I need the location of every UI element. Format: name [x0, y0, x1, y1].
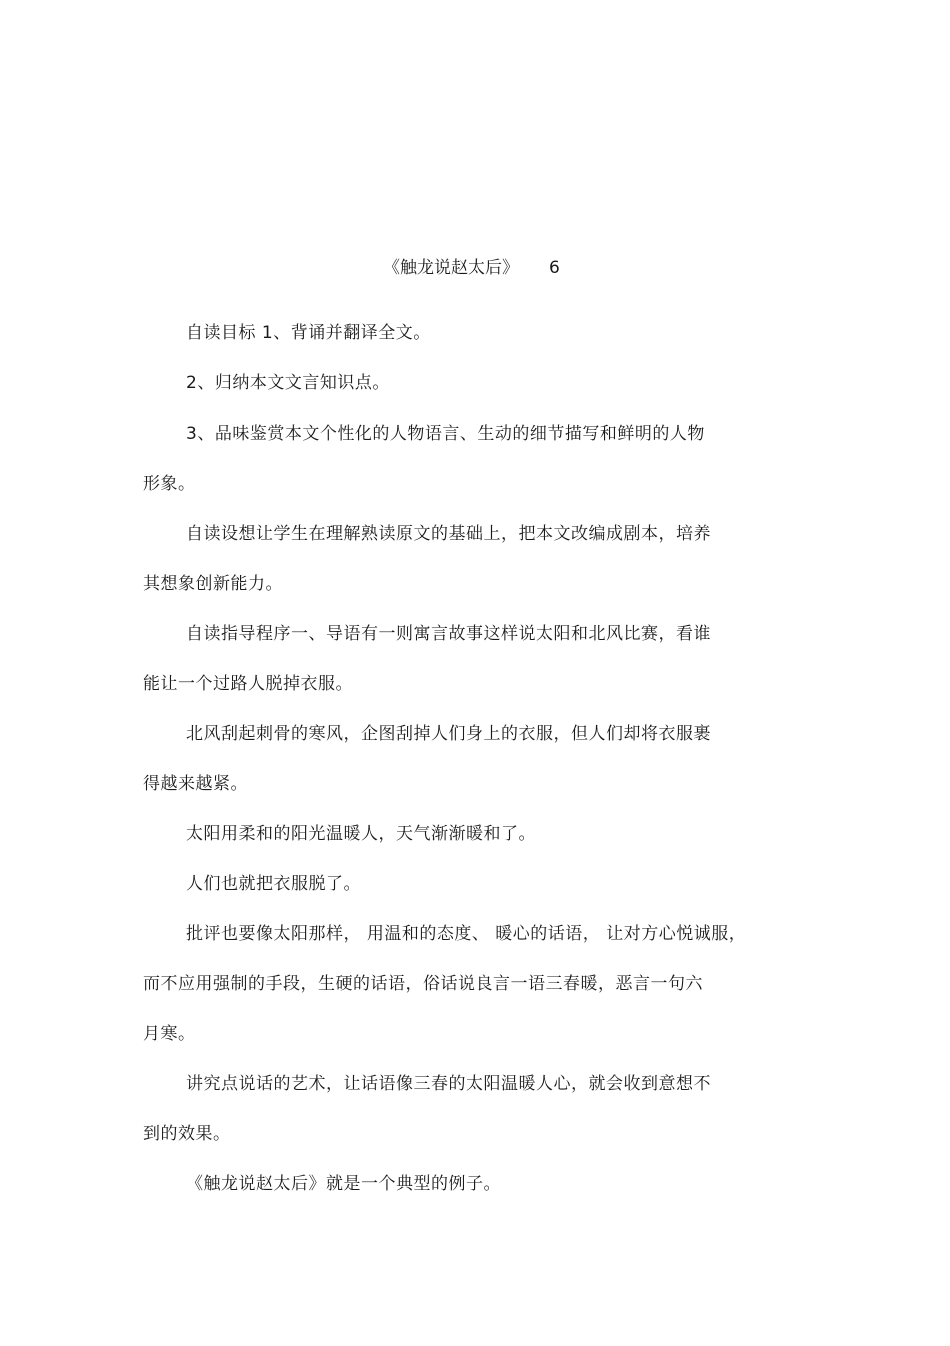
text-line: 能让一个过路人脱掉衣服。 [143, 674, 353, 694]
text-line: 人们也就把衣服脱了。 [186, 874, 361, 894]
text-line: 得越来越紧。 [143, 774, 248, 794]
text-line: 自读指导程序一、导语有一则寓言故事这样说太阳和北风比赛，看谁 [186, 624, 711, 644]
title-text: 《触龙说赵太后》 [383, 258, 519, 278]
text-line: 到的效果。 [143, 1124, 231, 1144]
text-line: 批评也要像太阳那样， 用温和的态度、 暖心的话语， 让对方心悦诚服， [186, 924, 747, 944]
text-line: 北风刮起刺骨的寒风，企图刮掉人们身上的衣服，但人们却将衣服裹 [186, 724, 711, 744]
text-line: 月寒。 [143, 1024, 196, 1044]
text-line: 《触龙说赵太后》就是一个典型的例子。 [186, 1174, 501, 1194]
text-line: 3、品味鉴赏本文个性化的人物语言、生动的细节描写和鲜明的人物 [186, 424, 705, 444]
text-line: 2、归纳本文文言知识点。 [186, 373, 390, 393]
text-line: 太阳用柔和的阳光温暖人，天气渐渐暖和了。 [186, 824, 536, 844]
text-line: 自读设想让学生在理解熟读原文的基础上，把本文改编成剧本，培养 [186, 524, 711, 544]
text-line: 自读目标 1、背诵并翻译全文。 [186, 323, 431, 343]
text-line: 其想象创新能力。 [143, 574, 283, 594]
title-number: 6 [549, 258, 560, 278]
text-line: 而不应用强制的手段，生硬的话语，俗话说良言一语三春暖，恶言一句六 [143, 974, 703, 994]
text-line: 讲究点说话的艺术，让话语像三春的太阳温暖人心，就会收到意想不 [186, 1074, 711, 1094]
page-title [383, 256, 560, 280]
text-line: 形象。 [143, 474, 196, 494]
